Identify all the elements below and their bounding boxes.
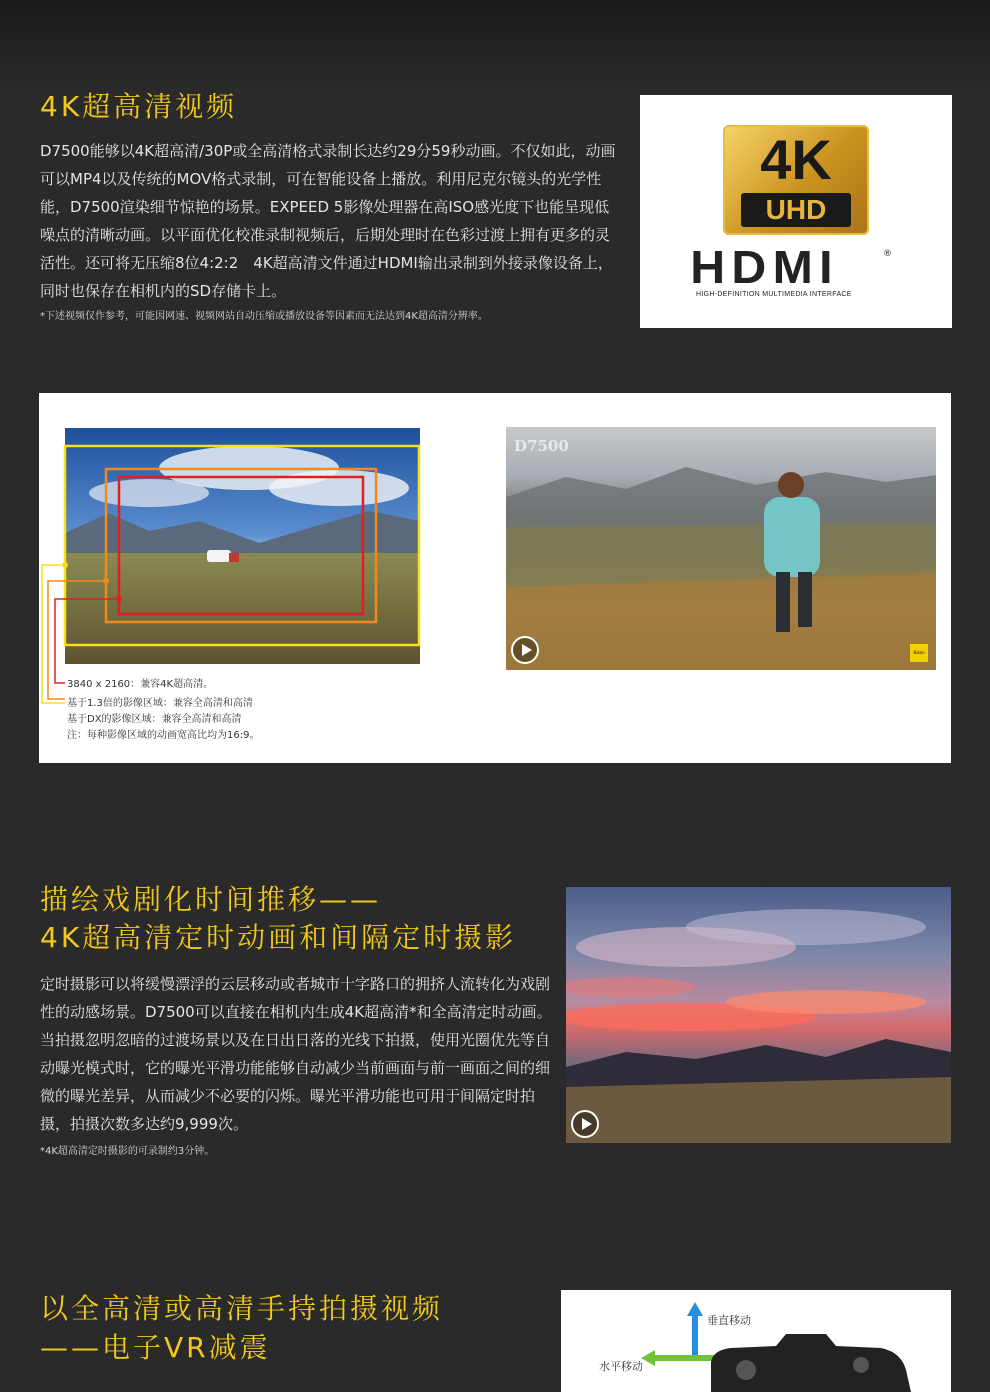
top-fade: [0, 0, 990, 90]
hiker-video-thumbnail[interactable]: [506, 427, 936, 670]
section-note-4k: *下述视频仅作参考，可能因网速、视频网站自动压缩或播放设备等因素而无法达到4K超高清分辨率。: [40, 311, 488, 322]
hdmi-4k-logo-card: [640, 95, 952, 328]
section-title-vr-2: ——电子VR减震: [40, 1331, 271, 1364]
badge-4k-text: 4K: [760, 128, 832, 191]
vertical-move-label: 垂直移动: [707, 1314, 751, 1327]
horizontal-move-label: 水平移动: [599, 1360, 643, 1373]
video-model-label: D7500: [514, 437, 569, 455]
legend-13x: 基于1.3倍的影像区域：兼容全高清和高清: [67, 698, 253, 709]
hiker-scene: [506, 427, 936, 670]
registered-mark: ®: [883, 249, 892, 259]
4k-uhd-badge: [723, 125, 869, 235]
sunset-scene: [566, 887, 951, 1143]
nikon-brand-mark: Nikon: [910, 644, 928, 662]
section-title-4k: 4K超高清视频: [40, 90, 238, 123]
sunset-video-thumbnail[interactable]: [566, 887, 951, 1143]
vr-diagram-card: [561, 1290, 951, 1392]
play-button[interactable]: [571, 1110, 599, 1138]
section-title-timelapse-2: 4K超高清定时动画和间隔定时摄影: [40, 921, 517, 954]
section-note-timelapse: *4K超高清定时摄影的可录制约3分钟。: [40, 1146, 215, 1157]
vertical-arrow-icon: [687, 1302, 703, 1360]
comparison-panel: [39, 393, 951, 763]
section-title-timelapse-1: 描绘戏剧化时间推移——: [40, 883, 382, 916]
hdmi-wordmark: HDMI: [690, 241, 839, 293]
section-paragraph-timelapse: 定时摄影可以将缓慢漂浮的云层移动或者城市十字路口的拥挤人流转化为戏剧性的动感场景。D7500可以直接在相机内生成4K超高清*和全高清定时动画。当拍摄忽明忽暗的过渡场景以及在日出日落的光线下拍摄，使用光圈优先等自动曝光模式时，它的曝光平滑功能能够自动减少当前画面与前一画面之间的细微的曝光差异，从而减少不必要的闪烁。曝光平滑功能也可用于间隔定时拍摄，拍摄次数多达约9,999次。: [40, 975, 552, 1133]
section-paragraph-4k: D7500能够以4K超高清/30P或全高清格式录制长达约29分59秒动画。不仅如此，动画可以MP4以及传统的MOV格式录制，可在智能设备上播放。利用尼克尔镜头的光学性能，D7500渲染细节惊艳的场景。EXPEED 5影像处理器在高ISO感光度下也能呈现低噪点的清晰动画。以平面优化校准录制视频后，后期处理时在色彩过渡上拥有更多的灵活性。还可将无压缩8位4:2:2 4K超高清文件通过HDMI输出录制到外接录像设备上，同时也保存在相机内的SD存储卡上。: [40, 142, 616, 300]
vr-diagram: [561, 1290, 951, 1392]
badge-uhd-text: UHD: [741, 193, 851, 227]
play-button[interactable]: [511, 636, 539, 664]
hdmi-tagline: HIGH-DEFINITION MULTIMEDIA INTERFACE: [696, 291, 852, 298]
section-title-vr-1: 以全高清或高清手持拍摄视频: [40, 1292, 444, 1325]
legend-note: 注：每种影像区域的动画宽高比均为16:9。: [67, 730, 260, 741]
legend-4k: 3840 x 2160：兼容4K超高清。: [67, 679, 214, 690]
legend-dx: 基于DX的影像区域：兼容全高清和高清: [67, 714, 242, 725]
